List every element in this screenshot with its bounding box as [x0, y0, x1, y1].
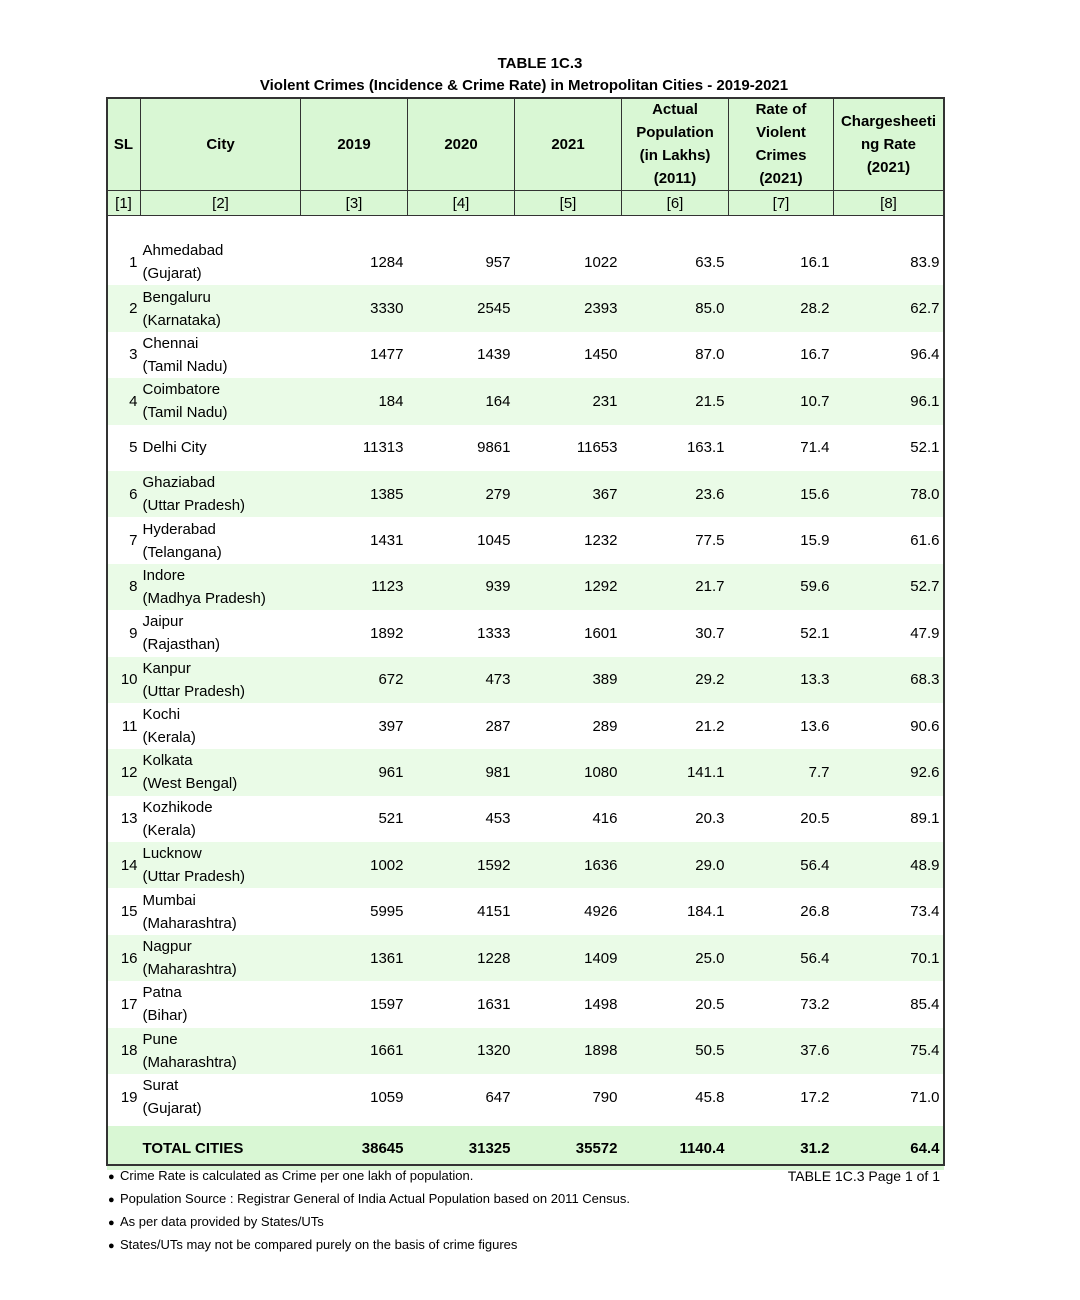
row-sl: 14	[107, 842, 141, 888]
state-name: (Tamil Nadu)	[142, 357, 228, 375]
table-row	[107, 332, 944, 378]
state-name: (Telangana)	[142, 543, 222, 561]
row-city	[141, 425, 301, 471]
row-2019: 1661	[301, 1028, 408, 1074]
row-sl: 4	[107, 378, 141, 424]
row-city	[141, 332, 301, 378]
row-chargesheeting: 85.4	[910, 995, 940, 1013]
row-city	[141, 517, 301, 563]
row-sl: 1	[129, 253, 138, 271]
table-row	[107, 425, 944, 471]
row-chargesheeting: 73.4	[910, 903, 940, 921]
bullet-icon: ●	[108, 1171, 115, 1183]
row-2020: 473	[408, 657, 515, 703]
bullet-icon: ●	[108, 1240, 115, 1252]
column-index-row	[107, 191, 944, 216]
state-name: (Maharashtra)	[142, 961, 237, 979]
state-name: (Kerala)	[142, 821, 196, 839]
row-chargesheeting: 90.6	[910, 717, 940, 735]
row-population: 20.5	[695, 995, 725, 1013]
row-city	[141, 1074, 301, 1120]
row-city	[141, 981, 301, 1027]
total-sl	[107, 1126, 141, 1170]
bullet-icon: ●	[108, 1194, 115, 1206]
row-2020: 1228	[408, 935, 515, 981]
header-row	[107, 98, 944, 191]
row-2019: 397	[378, 717, 404, 735]
column-header-2021: 2021	[515, 98, 622, 191]
column-index: [1]	[107, 191, 141, 216]
city-name: Kochi	[142, 706, 181, 724]
row-rate: 71.4	[800, 439, 830, 457]
row-population: 50.5	[622, 1028, 729, 1074]
row-2020: 2545	[408, 285, 515, 331]
row-city	[141, 749, 301, 795]
table-row	[107, 796, 944, 842]
total-label: TOTAL CITIES	[141, 1126, 301, 1170]
table-row	[107, 564, 944, 610]
state-name: (Uttar Pradesh)	[142, 682, 246, 700]
table-row	[107, 610, 944, 656]
row-chargesheeting: 61.6	[910, 532, 940, 550]
row-city	[141, 888, 301, 934]
city-name: Nagpur	[142, 938, 192, 956]
row-rate: 56.4	[729, 842, 834, 888]
table-title: Violent Crimes (Incidence & Crime Rate) in Metropolitan Cities - 2019-2021	[259, 77, 789, 94]
row-2020: 939	[408, 564, 515, 610]
state-name: (Rajasthan)	[142, 636, 221, 654]
row-population: 85.0	[622, 285, 729, 331]
city-name: Kolkata	[142, 752, 193, 770]
total-2021: 35572	[515, 1126, 622, 1170]
row-2021: 4926	[584, 903, 618, 921]
row-sl: 5	[129, 439, 138, 457]
row-city	[141, 657, 301, 703]
city-name: Ahmedabad	[142, 242, 224, 260]
row-population: 163.1	[686, 439, 725, 457]
row-2019: 1431	[370, 532, 404, 550]
table-row	[107, 981, 944, 1027]
row-2020: 957	[485, 253, 511, 271]
city-name: Indore	[142, 566, 186, 584]
row-rate: 56.4	[729, 935, 834, 981]
row-rate: 16.1	[800, 253, 830, 271]
row-2021: 1898	[515, 1028, 622, 1074]
state-name: (Uttar Pradesh)	[142, 868, 246, 886]
table-row	[107, 749, 944, 795]
row-2021: 1450	[584, 346, 618, 364]
row-sl: 2	[107, 285, 141, 331]
row-sl: 8	[107, 564, 141, 610]
city-name: Bengaluru	[142, 288, 211, 306]
row-rate: 73.2	[800, 995, 830, 1013]
row-chargesheeting: 68.3	[834, 657, 944, 703]
row-2020: 981	[408, 749, 515, 795]
row-rate: 13.6	[800, 717, 830, 735]
table-row	[107, 657, 944, 703]
row-2019: 1597	[370, 995, 404, 1013]
row-sl: 12	[107, 749, 141, 795]
row-rate: 52.1	[800, 624, 830, 642]
state-name: (Uttar Pradesh)	[142, 497, 246, 515]
row-sl: 19	[120, 1088, 138, 1106]
city-name: Jaipur	[142, 613, 184, 631]
row-2020: 279	[408, 471, 515, 517]
total-2020: 31325	[408, 1126, 515, 1170]
row-population: 21.5	[622, 378, 729, 424]
table-row	[107, 842, 944, 888]
row-2019: 961	[301, 749, 408, 795]
row-2019: 1385	[301, 471, 408, 517]
row-rate: 13.3	[729, 657, 834, 703]
total-chargesheeting: 64.4	[834, 1126, 944, 1170]
row-2021: 11653	[576, 439, 618, 457]
state-name: (Tamil Nadu)	[142, 404, 228, 422]
column-header-2020: 2020	[408, 98, 515, 191]
row-2019: 1123	[301, 564, 408, 610]
row-population: 20.3	[695, 810, 725, 828]
row-chargesheeting: 48.9	[834, 842, 944, 888]
table-row	[107, 1028, 944, 1074]
column-header-sl: SL	[107, 98, 141, 191]
row-city	[141, 1028, 301, 1074]
row-2019: 5995	[370, 903, 404, 921]
city-name: Kozhikode	[142, 798, 213, 816]
row-city	[141, 564, 301, 610]
column-index: [2]	[141, 191, 301, 216]
row-sl: 17	[120, 995, 138, 1013]
row-sl: 15	[120, 903, 138, 921]
column-header-city: City	[141, 98, 301, 191]
row-population: 184.1	[686, 903, 725, 921]
row-city	[141, 239, 301, 285]
row-rate: 15.9	[800, 532, 830, 550]
row-chargesheeting: 75.4	[834, 1028, 944, 1074]
row-population: 45.8	[695, 1088, 725, 1106]
state-name: (Gujarat)	[142, 1100, 202, 1118]
city-name: Hyderabad	[142, 520, 216, 538]
footnote: ● Population Source : Registrar General of India Actual Population based on 2011 Census.	[108, 1189, 630, 1212]
row-2021: 1636	[515, 842, 622, 888]
row-chargesheeting: 47.9	[910, 624, 940, 642]
row-population: 141.1	[622, 749, 729, 795]
footnotes	[108, 1166, 630, 1258]
column-index: [7]	[729, 191, 834, 216]
row-2021: 1409	[515, 935, 622, 981]
row-rate: 10.7	[729, 378, 834, 424]
row-sl: 7	[129, 532, 138, 550]
page-reference: TABLE 1C.3 Page 1 of 1	[787, 1168, 940, 1184]
row-2019: 1284	[370, 253, 404, 271]
row-rate: 20.5	[800, 810, 830, 828]
city-name: Delhi City	[142, 439, 207, 457]
row-population: 29.0	[622, 842, 729, 888]
row-population: 30.7	[695, 624, 725, 642]
row-2019: 672	[301, 657, 408, 703]
row-chargesheeting: 70.1	[834, 935, 944, 981]
row-chargesheeting: 83.9	[910, 253, 940, 271]
city-name: Ghaziabad	[142, 474, 216, 492]
total-population: 1140.4	[622, 1126, 729, 1170]
row-chargesheeting: 71.0	[910, 1088, 940, 1106]
footnote: ● Crime Rate is calculated as Crime per one lakh of population.	[108, 1166, 630, 1189]
row-2021: 2393	[515, 285, 622, 331]
column-index: [6]	[622, 191, 729, 216]
row-population: 21.2	[695, 717, 725, 735]
row-chargesheeting: 96.4	[910, 346, 940, 364]
row-chargesheeting: 89.1	[910, 810, 940, 828]
row-city	[141, 285, 301, 331]
row-2020: 4151	[477, 903, 511, 921]
city-name: Chennai	[142, 334, 199, 352]
row-population: 87.0	[695, 346, 725, 364]
row-2020: 1439	[477, 346, 511, 364]
row-2020: 287	[485, 717, 511, 735]
row-2021: 389	[515, 657, 622, 703]
table-row	[107, 285, 944, 331]
row-2020: 647	[485, 1088, 511, 1106]
row-2019: 184	[301, 378, 408, 424]
row-chargesheeting: 62.7	[834, 285, 944, 331]
column-header-rate: Rate of Violent Crimes (2021)	[729, 98, 834, 191]
table-row	[107, 239, 944, 285]
row-rate: 37.6	[729, 1028, 834, 1074]
row-population: 23.6	[622, 471, 729, 517]
row-2020: 1320	[408, 1028, 515, 1074]
state-name: (West Bengal)	[142, 775, 238, 793]
table-row	[107, 935, 944, 981]
city-name: Pune	[142, 1030, 178, 1048]
row-2020: 1045	[477, 532, 511, 550]
table-row	[107, 517, 944, 563]
table-code: TABLE 1C.3	[497, 55, 583, 72]
row-2019: 1361	[301, 935, 408, 981]
row-chargesheeting: 52.1	[910, 439, 940, 457]
row-rate: 7.7	[729, 749, 834, 795]
row-city	[141, 842, 301, 888]
column-index: [3]	[301, 191, 408, 216]
table-row	[107, 1074, 944, 1120]
row-rate: 26.8	[800, 903, 830, 921]
row-2019: 1892	[370, 624, 404, 642]
column-index: [5]	[515, 191, 622, 216]
row-2021: 1080	[515, 749, 622, 795]
row-sl: 16	[107, 935, 141, 981]
column-header-chargesheeting: Chargesheeti ng Rate (2021)	[834, 98, 944, 191]
row-sl: 18	[107, 1028, 141, 1074]
row-2021: 231	[515, 378, 622, 424]
row-chargesheeting: 52.7	[834, 564, 944, 610]
row-2021: 289	[592, 717, 618, 735]
city-name: Surat	[142, 1077, 179, 1095]
column-index: [4]	[408, 191, 515, 216]
row-2020: 9861	[477, 439, 511, 457]
row-2021: 1292	[515, 564, 622, 610]
row-2020: 1631	[477, 995, 511, 1013]
row-2019: 11313	[362, 439, 404, 457]
bullet-icon: ●	[108, 1217, 115, 1229]
row-2020: 1333	[477, 624, 511, 642]
row-population: 25.0	[622, 935, 729, 981]
footnote: ● As per data provided by States/UTs	[108, 1212, 630, 1235]
row-2020: 1592	[408, 842, 515, 888]
row-2021: 1601	[584, 624, 618, 642]
state-name: (Maharashtra)	[142, 1053, 237, 1071]
city-name: Lucknow	[142, 845, 202, 863]
row-rate: 28.2	[729, 285, 834, 331]
column-header-population: Actual Population (in Lakhs) (2011)	[622, 98, 729, 191]
row-chargesheeting: 92.6	[834, 749, 944, 795]
row-rate: 16.7	[800, 346, 830, 364]
row-2019: 1477	[370, 346, 404, 364]
row-population: 21.7	[622, 564, 729, 610]
row-2021: 1022	[584, 253, 618, 271]
table-body	[107, 216, 944, 1171]
row-2019: 1002	[301, 842, 408, 888]
state-name: (Karnataka)	[142, 311, 221, 329]
table-row	[107, 888, 944, 934]
state-name: (Madhya Pradesh)	[142, 589, 266, 607]
city-name: Kanpur	[142, 659, 191, 677]
row-city	[141, 378, 301, 424]
row-2019: 521	[378, 810, 404, 828]
row-2021: 416	[592, 810, 618, 828]
row-sl: 13	[120, 810, 138, 828]
state-name: (Gujarat)	[142, 265, 202, 283]
row-sl: 11	[121, 717, 138, 735]
row-population: 29.2	[622, 657, 729, 703]
row-city	[141, 796, 301, 842]
row-2020: 164	[408, 378, 515, 424]
row-chargesheeting: 78.0	[834, 471, 944, 517]
state-name: (Bihar)	[142, 1007, 188, 1025]
row-sl: 10	[107, 657, 141, 703]
row-sl: 6	[107, 471, 141, 517]
row-2019: 1059	[370, 1088, 404, 1106]
row-population: 77.5	[695, 532, 725, 550]
column-index: [8]	[834, 191, 944, 216]
row-2020: 453	[485, 810, 511, 828]
total-2019: 38645	[301, 1126, 408, 1170]
column-header-2019: 2019	[301, 98, 408, 191]
row-2021: 1498	[584, 995, 618, 1013]
row-2021: 1232	[584, 532, 618, 550]
city-name: Patna	[142, 984, 182, 1002]
state-name: (Kerala)	[142, 729, 196, 747]
row-rate: 15.6	[729, 471, 834, 517]
row-2021: 790	[592, 1088, 618, 1106]
footnote: ● States/UTs may not be compared purely on the basis of crime figures	[108, 1235, 630, 1258]
table-row	[107, 471, 944, 517]
state-name: (Maharashtra)	[142, 914, 237, 932]
row-2021: 367	[515, 471, 622, 517]
row-rate: 17.2	[800, 1088, 830, 1106]
row-city	[141, 703, 301, 749]
row-city	[141, 610, 301, 656]
total-row	[107, 1126, 944, 1170]
row-city	[141, 471, 301, 517]
table-row	[107, 703, 944, 749]
row-sl: 3	[129, 346, 138, 364]
table-row	[107, 378, 944, 424]
row-city	[141, 935, 301, 981]
total-rate: 31.2	[729, 1126, 834, 1170]
row-rate: 59.6	[729, 564, 834, 610]
crime-table	[106, 97, 944, 1170]
city-name: Mumbai	[142, 891, 196, 909]
row-sl: 9	[129, 624, 138, 642]
row-population: 63.5	[695, 253, 725, 271]
city-name: Coimbatore	[142, 381, 221, 399]
row-2019: 3330	[301, 285, 408, 331]
row-chargesheeting: 96.1	[834, 378, 944, 424]
